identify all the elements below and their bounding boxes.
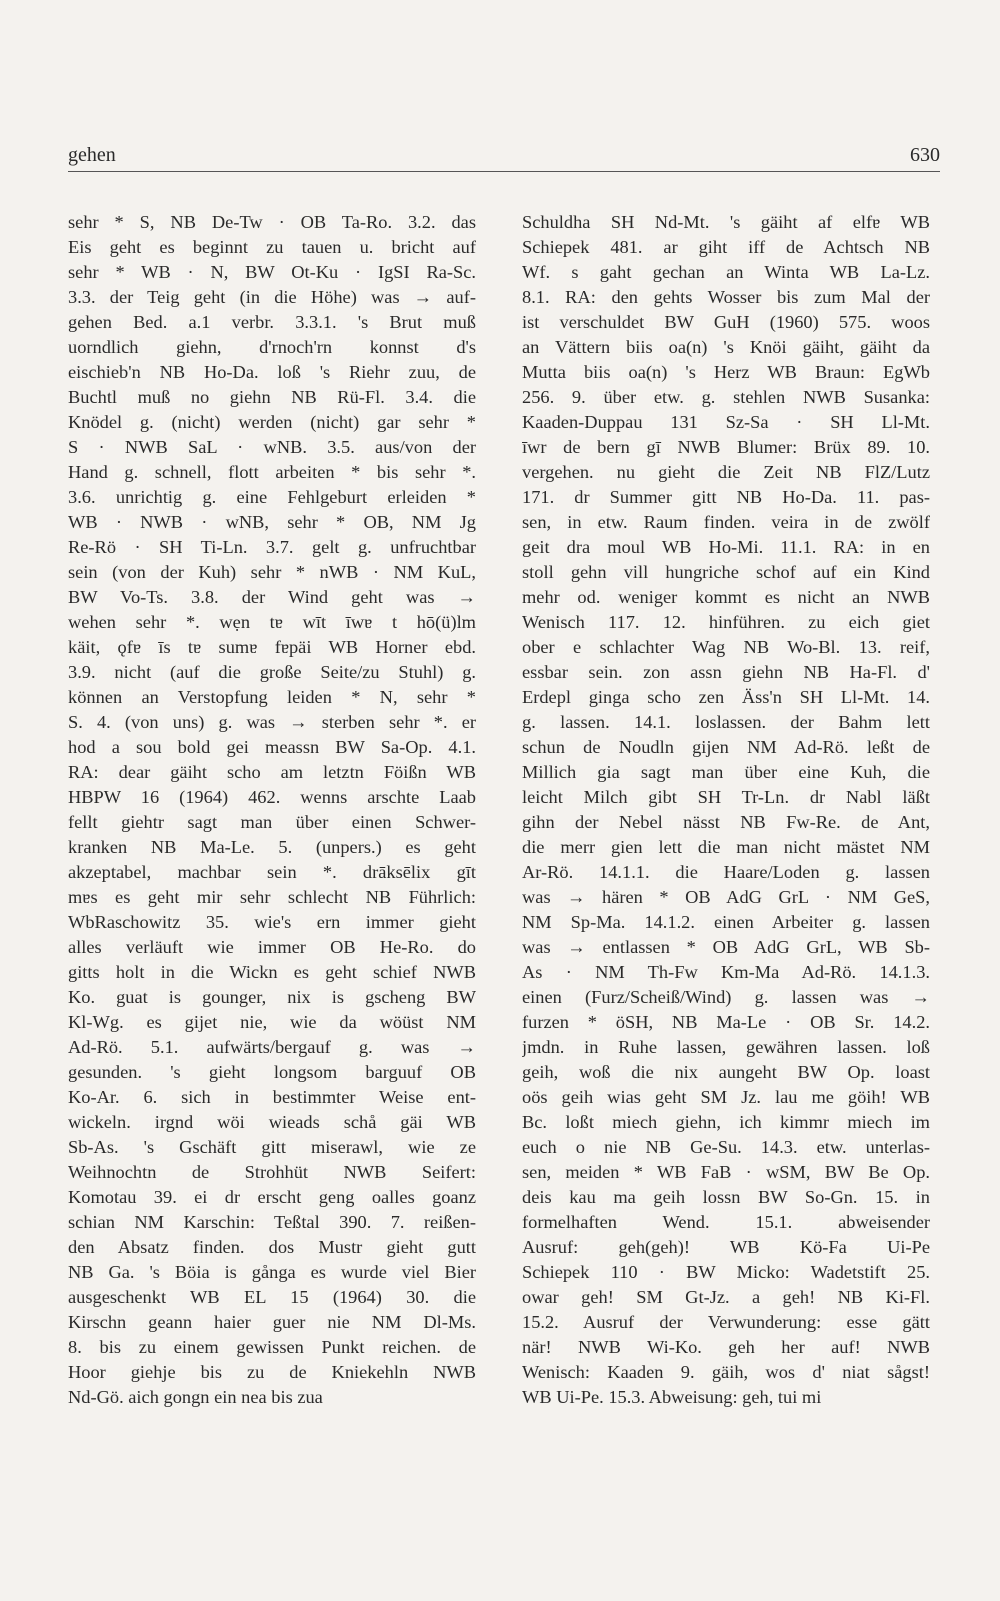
text-line: Schiepek 481. ar giht iff de Achtsch NB: [522, 237, 930, 257]
text-line: Komotau 39. ei dr erscht geng oalles goanz: [68, 1187, 476, 1207]
left-column: [68, 210, 476, 1410]
text-line: käit, ǫfɐ īs tɐ sumɐ fɐpäi WB Horner ebd.: [68, 637, 476, 657]
text-line: Ad-Rö. 5.1. aufwärts/bergauf g. was →: [68, 1037, 476, 1057]
text-line: BW Vo-Ts. 3.8. der Wind geht was →: [68, 587, 476, 607]
text-line: WB · NWB · wNB, sehr * OB, NM Jg: [68, 512, 476, 532]
text-line: ist verschuldet BW GuH (1960) 575. woos: [522, 312, 930, 332]
text-line: Re-Rö · SH Ti-Ln. 3.7. gelt g. unfruchtbar: [68, 537, 476, 557]
text-line: essbar sein. zon assn giehn NB Ha-Fl. d': [522, 662, 930, 682]
text-line: schian NM Karschin: Teßtal 390. 7. reißen-: [68, 1212, 476, 1232]
text-line: Schiepek 110 · BW Micko: Wadetstift 25.: [522, 1262, 930, 1282]
text-line: Erdepl ginga scho zen Äss'n SH Ll-Mt. 14.: [522, 687, 930, 707]
text-line: fellt giehtr sagt man über einen Schwer-: [68, 812, 476, 832]
text-line: mɐs es geht mir sehr schlecht NB Führlich:: [68, 887, 476, 907]
text-line: Eis geht es beginnt zu tauen u. bricht auf: [68, 237, 476, 257]
text-line: 171. dr Summer gitt NB Ho-Da. 11. pas-: [522, 487, 930, 507]
text-line: wickeln. irgnd wöi wieads schå gäi WB: [68, 1112, 476, 1132]
text-line: S. 4. (von uns) g. was → sterben sehr *. er: [68, 712, 476, 732]
text-line: 3.9. nicht (auf die große Seite/zu Stuhl) g.: [68, 662, 476, 682]
text-line: Schuldha SH Nd-Mt. 's gäiht af elfɐ WB: [522, 212, 930, 232]
text-line: WB Ui-Pe. 15.3. Abweisung: geh, tui mi: [522, 1387, 822, 1407]
text-line: Wenisch: Kaaden 9. gäih, wos d' niat sågst!: [522, 1362, 930, 1382]
text-line: jmdn. in Ruhe lassen, gewähren lassen. loß: [522, 1037, 930, 1057]
text-line: gitts holt in die Wickn es geht schief NWB: [68, 962, 476, 982]
text-line: ausgeschenkt WB EL 15 (1964) 30. die: [68, 1287, 476, 1307]
text-line: gihn der Nebel nässt NB Fw-Re. de Ant,: [522, 812, 930, 832]
text-line: As · NM Th-Fw Km-Ma Ad-Rö. 14.1.3.: [522, 962, 930, 982]
text-line: eischieb'n NB Ho-Da. loß 's Riehr zuu, de: [68, 362, 476, 382]
text-line: 8. bis zu einem gewissen Punkt reichen. de: [68, 1337, 476, 1357]
text-line: owar geh! SM Gt-Jz. a geh! NB Ki-Fl.: [522, 1287, 930, 1307]
text-line: geih, woß die nix aungeht BW Op. loast: [522, 1062, 930, 1082]
text-line: furzen * öSH, NB Ma-Le · OB Sr. 14.2.: [522, 1012, 930, 1032]
text-line: den Absatz finden. dos Mustr gieht gutt: [68, 1237, 476, 1257]
text-line: Mutta biis oa(n) 's Herz WB Braun: EgWb: [522, 362, 930, 382]
text-line: HBPW 16 (1964) 462. wenns arschte Laab: [68, 787, 476, 807]
text-line: Ko. guat is gounger, nix is gscheng BW: [68, 987, 476, 1007]
text-line: 3.6. unrichtig g. eine Fehlgeburt erleiden *: [68, 487, 476, 507]
text-line: einen (Furz/Scheiß/Wind) g. lassen was →: [522, 987, 930, 1007]
text-line: oös geih wias geht SM Jz. lau me göih! WB: [522, 1087, 930, 1107]
text-line: īwr de bern gī NWB Blumer: Brüx 89. 10.: [522, 437, 930, 457]
text-line: S · NWB SaL · wNB. 3.5. aus/von der: [68, 437, 476, 457]
text-line: formelhaften Wend. 15.1. abweisender: [522, 1212, 930, 1232]
text-line: können an Verstopfung leiden * N, sehr *: [68, 687, 476, 707]
text-line: NB Ga. 's Böia is gånga es wurde viel Bier: [68, 1262, 476, 1282]
text-line: g. lassen. 14.1. loslassen. der Bahm lett: [522, 712, 930, 732]
text-line: gesunden. 's gieht longsom barguuf OB: [68, 1062, 476, 1082]
text-line: 256. 9. über etw. g. stehlen NWB Susanka:: [522, 387, 930, 407]
text-line: Kaaden-Duppau 131 Sz-Sa · SH Ll-Mt.: [522, 412, 930, 432]
text-line: hod a sou bold gei meassn BW Sa-Op. 4.1.: [68, 737, 476, 757]
text-line: Buchtl muß no giehn NB Rü-Fl. 3.4. die: [68, 387, 476, 407]
running-head: [68, 144, 940, 172]
text-line: Nd-Gö. aich gongn ein nea bis zua: [68, 1387, 323, 1407]
text-line: gehen Bed. a.1 verbr. 3.3.1. 's Brut muß: [68, 312, 476, 332]
text-line: ober e schlachter Wag NB Wo-Bl. 13. reif,: [522, 637, 930, 657]
right-column: [522, 210, 930, 1410]
text-line: sen, meiden * WB FaB · wSM, BW Be Op.: [522, 1162, 930, 1182]
text-line: 3.3. der Teig geht (in die Höhe) was → auf-: [68, 287, 476, 307]
text-line: Ar-Rö. 14.1.1. die Haare/Loden g. lassen: [522, 862, 930, 882]
text-line: sein (von der Kuh) sehr * nWB · NM KuL,: [68, 562, 476, 582]
text-line: alles verläuft wie immer OB He-Ro. do: [68, 937, 476, 957]
text-line: kranken NB Ma-Le. 5. (unpers.) es geht: [68, 837, 476, 857]
text-line: 15.2. Ausruf der Verwunderung: esse gätt: [522, 1312, 930, 1332]
text-line: akzeptabel, machbar sein *. drāksēlix gīt: [68, 862, 476, 882]
text-line: wehen sehr *. wẹn tɐ wīt īwɐ t hō(ü)lm: [68, 612, 476, 632]
text-line: die merr gien lett die man nicht mästet NM: [522, 837, 930, 857]
text-line: deis kau ma geih lossn BW So-Gn. 15. in: [522, 1187, 930, 1207]
text-line: WbRaschowitz 35. wie's ern immer gieht: [68, 912, 476, 932]
text-line: leicht Milch gibt SH Tr-Ln. dr Nabl läßt: [522, 787, 930, 807]
text-line: schun de Noudln gijen NM Ad-Rö. leßt de: [522, 737, 930, 757]
text-line: Ko-Ar. 6. sich in bestimmter Weise ent-: [68, 1087, 476, 1107]
text-line: Wf. s gaht gechan an Winta WB La-Lz.: [522, 262, 930, 282]
text-line: sehr * WB · N, BW Ot-Ku · IgSI Ra-Sc.: [68, 262, 476, 282]
text-line: Knödel g. (nicht) werden (nicht) gar sehr *: [68, 412, 476, 432]
text-line: Bc. loßt miech giehn, ich kimmr miech im: [522, 1112, 930, 1132]
text-line: geit dra moul WB Ho-Mi. 11.1. RA: in en: [522, 537, 930, 557]
text-line: mehr od. weniger kommt es nicht an NWB: [522, 587, 930, 607]
text-line: NM Sp-Ma. 14.1.2. einen Arbeiter g. lassen: [522, 912, 930, 932]
text-line: sen, in etw. Raum finden. veira in de zwölf: [522, 512, 930, 532]
text-line: Kl-Wg. es gijet nie, wie da wöüst NM: [68, 1012, 476, 1032]
text-line: was → entlassen * OB AdG GrL, WB Sb-: [522, 937, 930, 957]
text-line: RA: dear gäiht scho am letztn Föißn WB: [68, 762, 476, 782]
text-line: Sb-As. 's Gschäft gitt miserawl, wie ze: [68, 1137, 476, 1157]
text-line: vergehen. nu gieht die Zeit NB FlZ/Lutz: [522, 462, 930, 482]
text-line: stoll gehn vill hungriche schof auf ein Kind: [522, 562, 930, 582]
text-line: Hoor giehje bis zu de Kniekehln NWB: [68, 1362, 476, 1382]
page-number: 630: [910, 144, 940, 166]
text-line: uorndlich giehn, d'rnoch'rn konnst d's: [68, 337, 476, 357]
headword-title: gehen: [68, 144, 116, 166]
text-line: när! NWB Wi-Ko. geh her auf! NWB: [522, 1337, 930, 1357]
text-line: Weihnochtn de Strohhüt NWB Seifert:: [68, 1162, 476, 1182]
text-line: Millich gia sagt man über eine Kuh, die: [522, 762, 930, 782]
text-line: Ausruf: geh(geh)! WB Kö-Fa Ui-Pe: [522, 1237, 930, 1257]
text-line: 8.1. RA: den gehts Wosser bis zum Mal der: [522, 287, 930, 307]
text-line: Kirschn geann haier guer nie NM Dl-Ms.: [68, 1312, 476, 1332]
text-line: sehr * S, NB De-Tw · OB Ta-Ro. 3.2. das: [68, 212, 476, 232]
text-line: an Vättern biis oa(n) 's Knöi gäiht, gäiht da: [522, 337, 930, 357]
text-line: was → hären * OB AdG GrL · NM GeS,: [522, 887, 930, 907]
text-line: Hand g. schnell, flott arbeiten * bis sehr *.: [68, 462, 476, 482]
text-line: Wenisch 117. 12. hinführen. zu eich giet: [522, 612, 930, 632]
text-line: euch o nie NB Ge-Su. 14.3. etw. unterlas-: [522, 1137, 930, 1157]
